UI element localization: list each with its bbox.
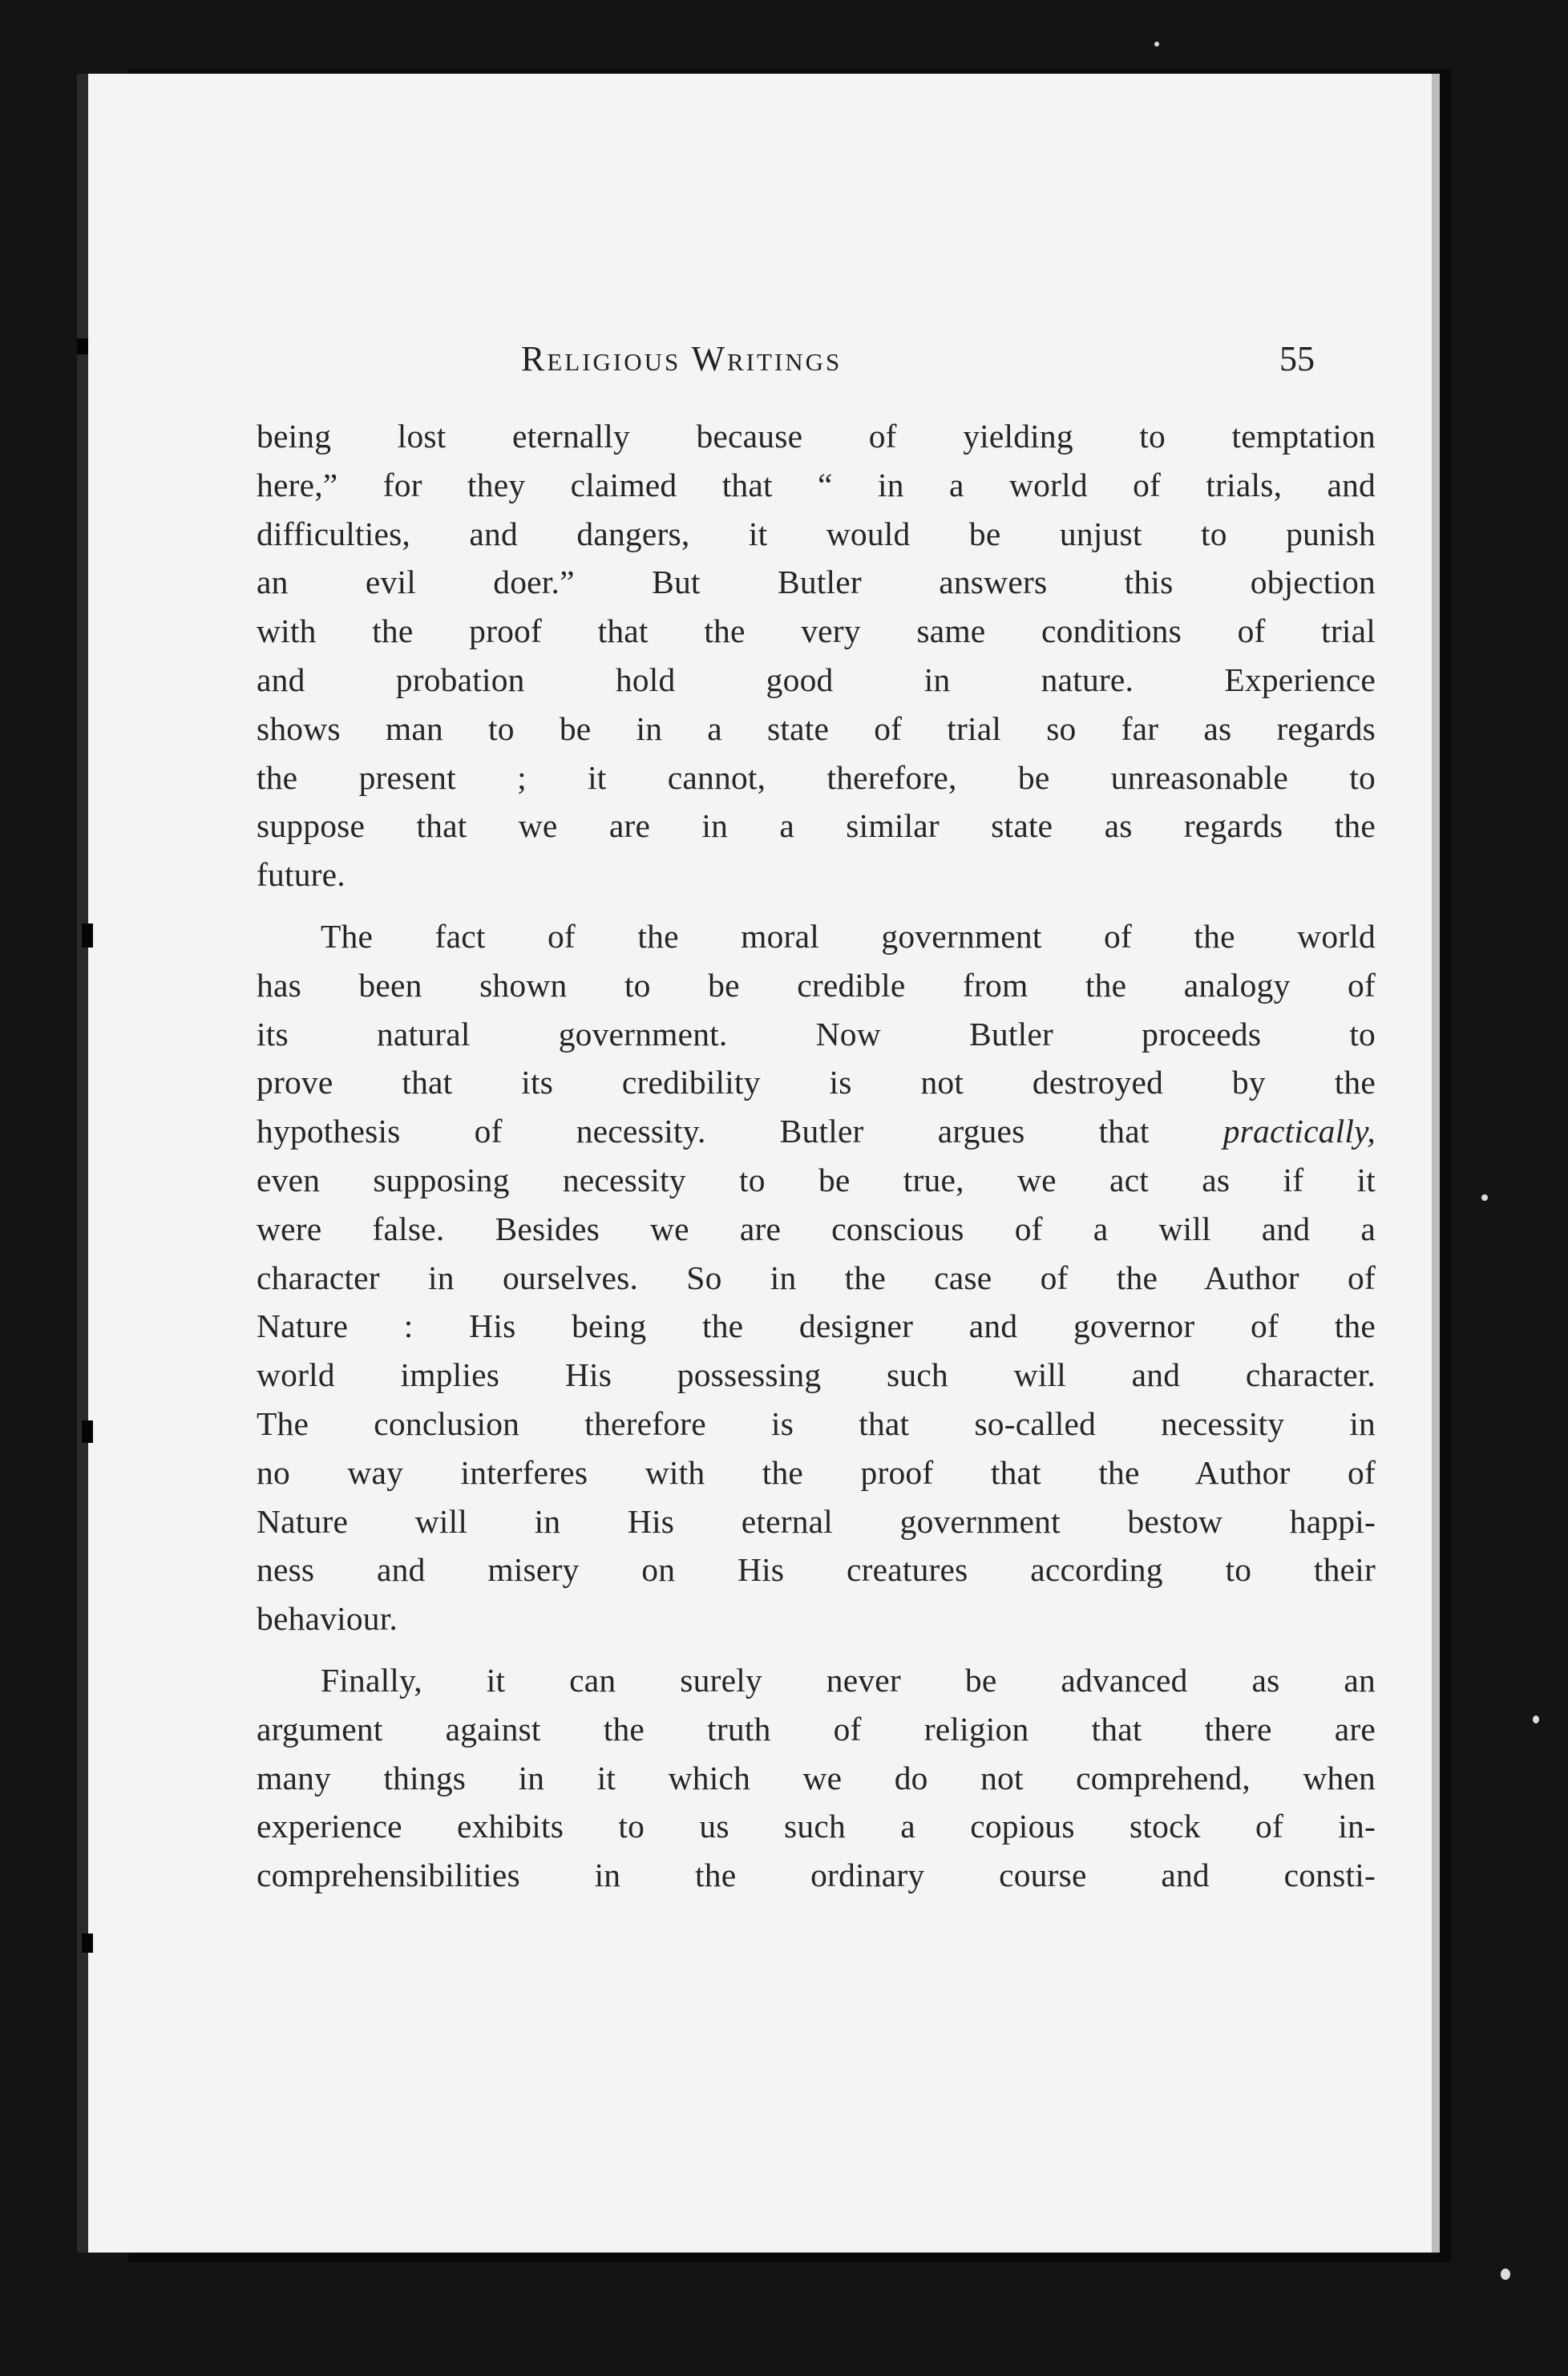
text-line: Finally, it can surely never be advanced as an (321, 1661, 1376, 1699)
text-line: with the proof that the very same conditions of trial (257, 612, 1376, 650)
text-line: Nature will in His eternal government bestow happi- (257, 1502, 1376, 1540)
paragraph-gap (257, 1643, 1376, 1656)
text-line: its natural government. Now Butler proceeds to (257, 1015, 1376, 1053)
text-line: an evil doer.” But Butler answers this objection (257, 564, 1376, 601)
text-line: future. (257, 856, 346, 894)
text-line: behaviour. (257, 1600, 398, 1638)
body-text (257, 412, 1376, 1900)
text-line: and probation hold good in nature. Experience (257, 661, 1376, 698)
text-line: Nature : His being the designer and governor of the (257, 1307, 1376, 1345)
text-line: even supposing necessity to be true, we act as if it (257, 1161, 1376, 1198)
page-number: 55 (1279, 339, 1315, 378)
scan-speck (1154, 42, 1159, 46)
book-page (77, 74, 1440, 2253)
text-line: no way interferes with the proof that the Author of (257, 1453, 1376, 1491)
binding-mark (82, 1934, 93, 1953)
text-line (257, 1107, 1376, 1156)
text-line: difficulties, and dangers, it would be unjust to punish (257, 515, 1376, 552)
text-line: world implies His possessing such will and character. (257, 1356, 1376, 1394)
text-line: suppose that we are in a similar state as regards the (257, 807, 1376, 845)
binding-mark (77, 338, 88, 354)
italic-word: practically, (1222, 1113, 1376, 1150)
text-line: The conclusion therefore is that so-called necessity in (257, 1404, 1376, 1442)
binding-mark (82, 1420, 93, 1443)
scan-speck (1481, 1194, 1488, 1201)
scan-speck (1533, 1715, 1539, 1723)
scan-speck (1501, 2269, 1510, 2280)
text-line: shows man to be in a state of trial so far as regards (257, 709, 1376, 747)
text-line: character in ourselves. So in the case of the Author of (257, 1259, 1376, 1296)
text-line: many things in it which we do not comprehend, when (257, 1759, 1376, 1796)
text-line: the present ; it cannot, therefore, be unreasonable to (257, 758, 1376, 796)
text-line: were false. Besides we are conscious of a will and a (257, 1210, 1376, 1247)
paragraph-gap (257, 899, 1376, 912)
text-line: prove that its credibility is not destroyed by the (257, 1064, 1376, 1101)
running-head: Religious Writings (521, 339, 843, 378)
text-line: experience exhibits to us such a copious stock of in- (257, 1808, 1376, 1845)
text-line: comprehensibilities in the ordinary course and consti- (257, 1857, 1376, 1894)
text-line: has been shown to be credible from the analogy of (257, 966, 1376, 1004)
text-segment: hypothesis of necessity. Butler argues that (257, 1113, 1150, 1150)
binding-mark (82, 923, 93, 948)
text-line: The fact of the moral government of the world (321, 917, 1376, 955)
page-header (521, 338, 1315, 386)
text-line: ness and misery on His creatures according to their (257, 1551, 1376, 1589)
page-edge (1432, 74, 1440, 2253)
text-line: argument against the truth of religion that there are (257, 1710, 1376, 1748)
text-line: being lost eternally because of yielding to temptation (257, 418, 1376, 455)
text-line: here,” for they claimed that “ in a world of trials, and (257, 466, 1376, 503)
